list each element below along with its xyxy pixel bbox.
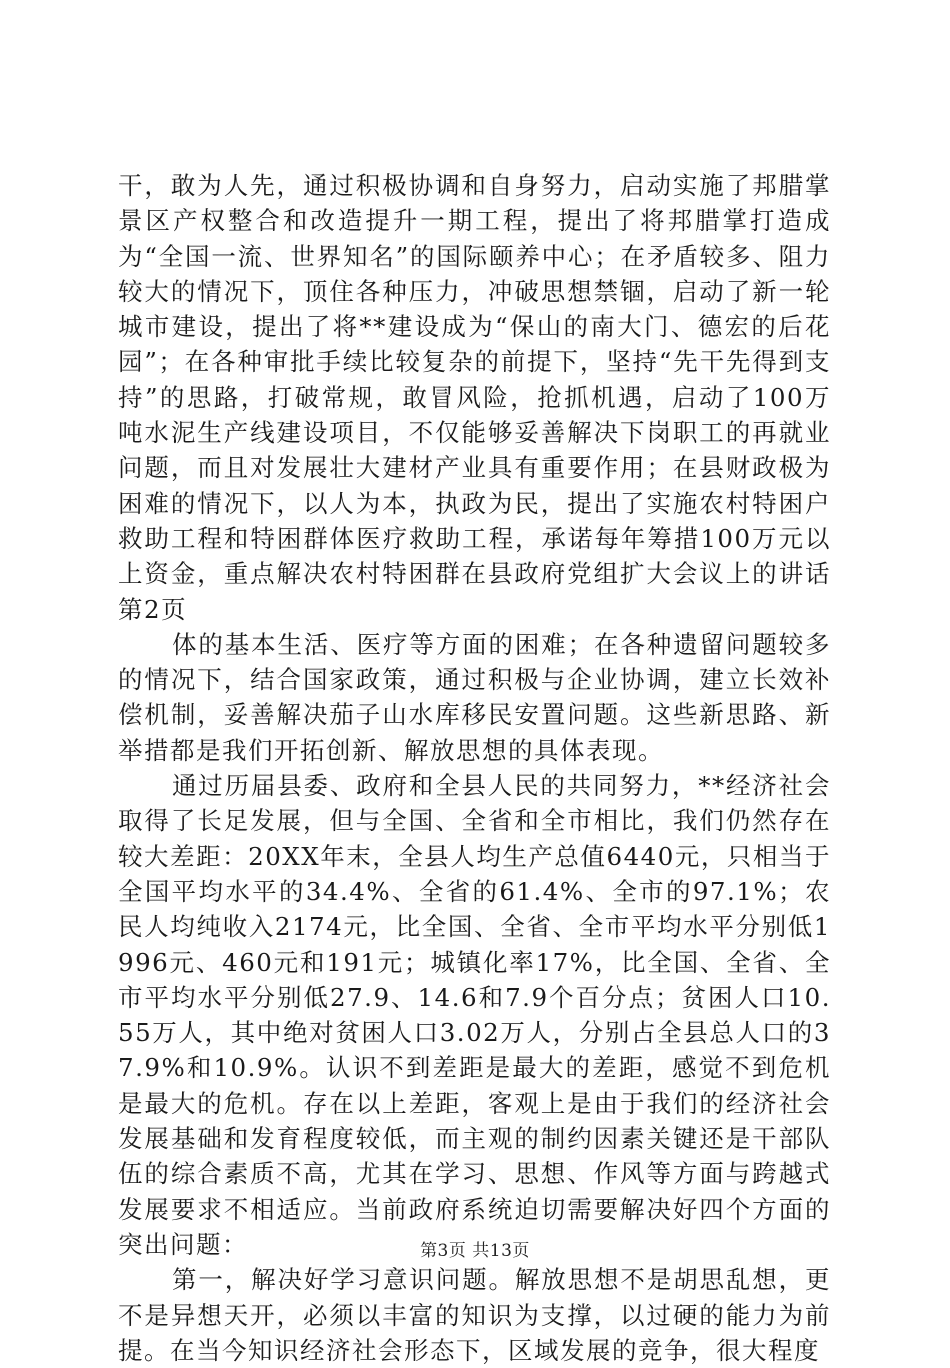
document-body xyxy=(118,168,831,1368)
paragraph-continuation: 干，敢为人先，通过积极协调和自身努力，启动实施了邦腊掌景区产权整合和改造提升一期工程，提出了将邦腊掌打造成为“全国一流、世界知名”的国际颐养中心；在矛盾较多、阻力较大的情况下，顶住各种压力，冲破思想禁锢，启动了新一轮城市建设，提出了将**建设成为“保山的南大门、德宏的后花园”；在各种审批手续比较复杂的前提下，坚持“先干先得到支持”的思路，打破常规，敢冒风险，抢抓机遇，启动了100万吨水泥生产线建设项目，不仅能够妥善解决下岗职工的再就业问题，而且对发展壮大建材产业具有重要作用；在县财政极为困难的情况下，以人为本，执政为民，提出了实施农村特困户救助工程和特困群体医疗救助工程，承诺每年筹措100万元以上资金，重点解决农村特困群在县政府党组扩大会议上的讲话第2页 xyxy=(118,171,831,624)
paragraph-new-ideas: 体的基本生活、医疗等方面的困难；在各种遗留问题较多的情况下，结合国家政策，通过积极与企业协调，建立长效补偿机制，妥善解决茄子山水库移民安置问题。这些新思路、新举措都是我们开拓创新、解放思想的具体表现。 xyxy=(118,629,831,765)
paragraph-development-gap: 通过历届县委、政府和全县人民的共同努力，**经济社会取得了长足发展，但与全国、全省和全市相比，我们仍然存在较大差距：20XX年末，全县人均生产总值6440元，只相当于全国平均水平的34.4%、全省的61.4%、全市的97.1%；农民人均纯收入2174元，比全国、全省、全市平均水平分别低1996元、460元和191元；城镇化率17%，比全国、全省、全市平均水平分别低27.9、14.6和7.9个百分点；贫困人口10.55万人，其中绝对贫困人口3.02万人，分别占全县总人口的37.9%和10.9%。认识不到差距是最大的差距，感觉不到危机是最大的危机。存在以上差距，客观上是由于我们的经济社会发展基础和发育程度较低，而主观的制约因素关键还是干部队伍的综合素质不高，尤其在学习、思想、作风等方面与跨越式发展要求不相适应。当前政府系统迫切需要解决好四个方面的突出问题： xyxy=(118,771,831,1259)
page-number-footer: 第3页 共13页 xyxy=(420,1241,530,1261)
paragraph-learning-awareness: 第一，解决好学习意识问题。解放思想不是胡思乱想，更不是异想天开，必须以丰富的知识为支撑，以过硬的能力为前提。在当今知识经济社会形态下，区域发展的竞争，很大程度 xyxy=(118,1265,831,1365)
